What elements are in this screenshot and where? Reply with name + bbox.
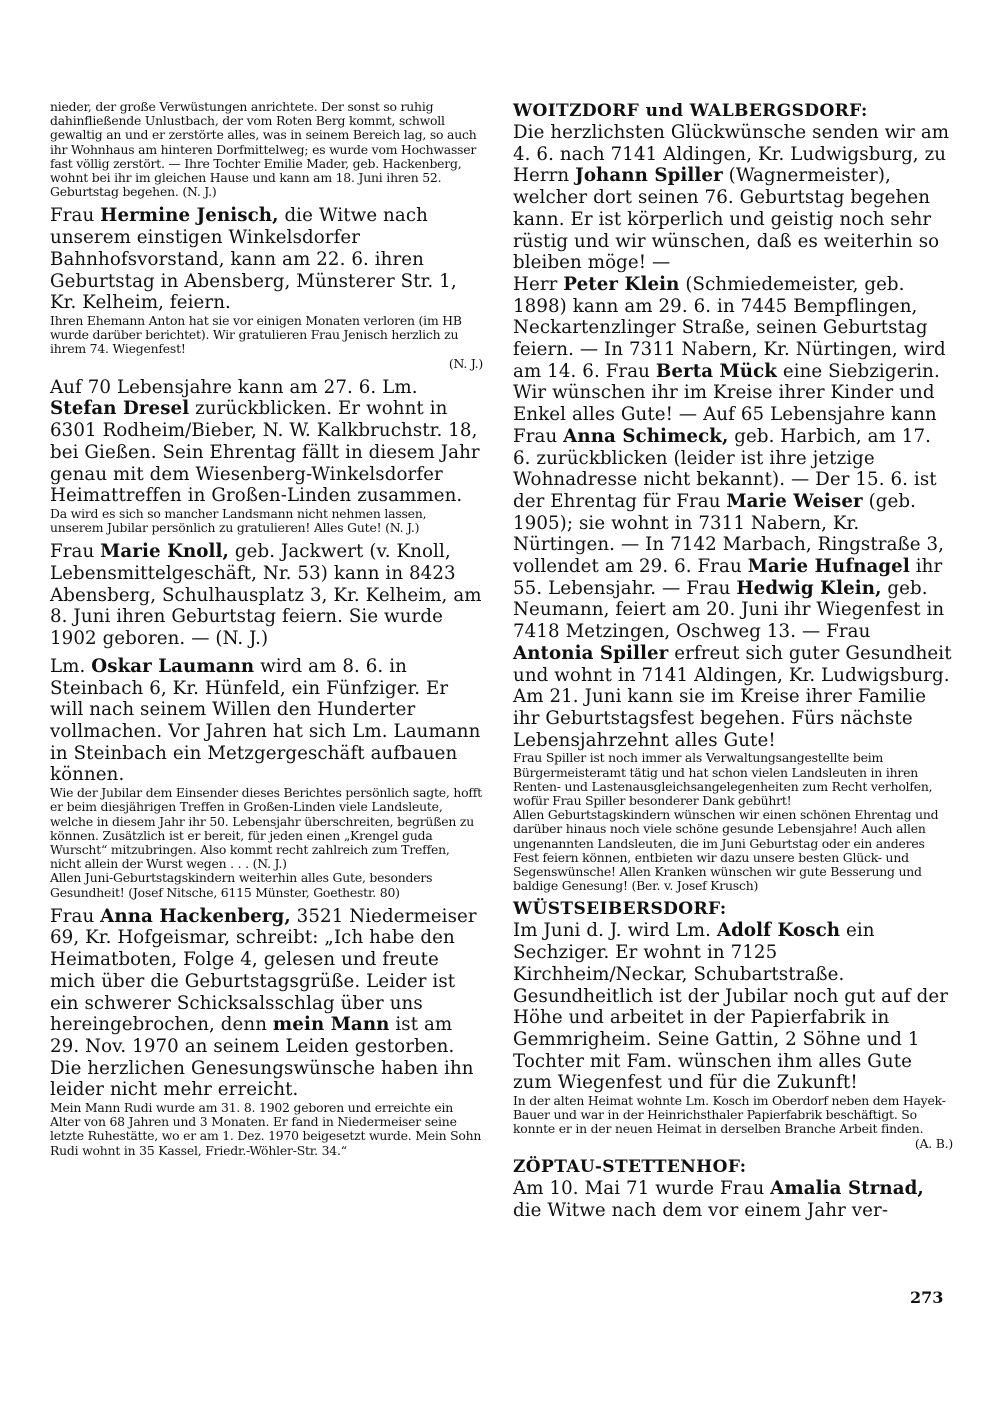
person-name: Hedwig Klein, [736, 577, 882, 599]
person-name: Marie Weiser [726, 490, 863, 512]
section-heading: WÜSTSEIBERSDORF: [513, 899, 727, 920]
person-name: mein Mann [272, 1014, 390, 1036]
article-text: Allen Juni-Geburtstagskindern weiterhin alles Gute, besonders Gesundheit! (Josef Nitsche, 6115 Münster, Goethestr. 80) [50, 870, 433, 900]
article-text: Allen Geburtstagskindern wünschen wir einen schönen Ehrentag und darüber hinaus noch viele schöne gesunde Lebensjahre! Auch allen ungenannten Landsleuten, die im Juni Geburtstag oder ein anderes Fest feiern können, entbieten wir dazu unsere besten Glück- und Segenswünsche! Allen Kranken wünschen wir gute Besserung und baldige Genesung! (Ber. v. Josef Krusch) [513, 807, 939, 894]
person-name: Adolf Kosch [716, 920, 841, 942]
article-text: Mein Mann Rudi wurde am 31. 8. 1902 geboren und erreichte ein Alter von 68 Jahren und 3 Monaten. Er fand in Niedermeiser seine letzte Ruhestätte, wo er am 1. Dez. 1970 beigesetzt wurde. Mein Sohn Rudi wohnt in 35 Kassel, Friedr.-Wöhler-Str. 34.“ [50, 1100, 482, 1158]
person-name: Johann Spiller [575, 165, 723, 187]
person-name: Anna Schimeck, [563, 425, 729, 447]
person-name: Antonia Spiller [513, 642, 669, 664]
right-column [513, 100, 953, 1221]
birthday-notice: Lm. Oskar Laumann wird am 8. 6. in Steinbach 6, Kr. Hünfeld, ein Fünfziger. Er will nach seinem Willen den Hunderter vollmachen. Vor Jahren hat sich Lm. Laumann in Steinbach ein Metzgergeschäft aufbauen können. [50, 655, 481, 786]
birthday-notice: Frau Anna Hackenberg, 3521 Niedermeiser 69, Kr. Hofgeismar, schreibt: „Ich habe den Heimatboten, Folge 4, gelesen und freute mich über die Geburtstagsgrüße. Leider ist ein schwerer Schicksalsschlag über uns hereingebrochen, denn mein Mann ist am 29. Nov. 1970 an seinem Leiden gestorben. Die herzlichen Genesungswünsche haben ihn leider nicht mehr erreicht. [50, 905, 477, 1101]
birthday-notice: Frau Hermine Jenisch, die Witwe nach unserem einstigen Winkelsdorfer Bahnhofsvorstand, kann am 22. 6. ihren Geburtstag in Abensberg, Münsterer Str. 1, Kr. Kelheim, feiern. [50, 205, 457, 314]
section-heading: WOITZDORF und WALBERGSDORF: [513, 101, 868, 121]
author-signature: (N. J.) [448, 355, 483, 371]
person-name: Stefan Dresel [50, 398, 190, 420]
person-name: Oskar Laumann [91, 655, 255, 677]
birthday-notice: Am 10. Mai 71 wurde Frau Amalia Strnad, die Witwe nach dem vor einem Jahr ver- [513, 1177, 924, 1221]
page-number: 273 [910, 1288, 944, 1307]
birthday-notice: Die herzlichsten Glückwünsche senden wir am 4. 6. nach 7141 Aldingen, Kr. Ludwigsburg, zu Herrn Johann Spiller (Wagnermeister), welcher dort seinen 76. Geburtstag begehen kann. Er ist körperlich und geistig noch sehr rüstig und wir wünschen, daß es weiterhin so bleiben möge! — [513, 122, 950, 274]
birthday-notice: Im Juni d. J. wird Lm. Adolf Kosch ein Sechziger. Er wohnt in 7125 Kirchheim/Neckar, Schubartstraße. Gesundheitlich ist der Jubilar noch gut auf der Höhe und arbeitet in der Papierfabrik in Gemmrigheim. Seine Gattin, 2 Söhne und 1 Tochter mit Fam. wünschen ihm alles Gute zum Wiegenfest und für die Zukunft! [513, 920, 948, 1094]
person-name: Peter Klein [563, 273, 680, 295]
person-name: Marie Knoll, [100, 541, 229, 563]
author-signature: (A. B.) [914, 1135, 953, 1151]
section-heading: ZÖPTAU-STETTENHOF: [513, 1156, 747, 1177]
birthday-notice: Herr Peter Klein (Schmiedemeister, geb. 1898) kann am 29. 6. in 7445 Bempflingen, Neckartenzlinger Straße, seinen Geburtstag feiern. — In 7311 Nabern, Kr. Nürtingen, wird am 14. 6. Frau Berta Mück eine Siebzigerin. Wir wünschen ihr im Kreise ihrer Kinder und Enkel alles Gute! — Auf 65 Lebensjahre kann Frau Anna Schimeck, geb. Harbich, am 17. 6. zurückblicken (leider ist ihre jetzige Wohnadresse nicht bekannt). — Der 15. 6. ist der Ehrentag für Frau Marie Weiser (geb. 1905); sie wohnt in 7311 Nabern, Kr. Nürtingen. — In 7142 Marbach, Ringstraße 3, vollendet am 29. 6. Frau Marie Hufnagel ihr 55. Lebensjahr. — Frau Hedwig Klein, geb. Neumann, feiert am 20. Juni ihr Wiegenfest in 7418 Metzingen, Oschweg 13. — Frau Antonia Spiller erfreut sich guter Gesundheit und wohnt in 7141 Aldingen, Kr. Ludwigsburg. Am 21. Juni kann sie im Kreise ihrer Familie ihr Geburtstagsfest begehen. Fürs nächste Lebensjahrzehnt alles Gute! [513, 273, 952, 751]
left-column [50, 100, 483, 1158]
article-text: In der alten Heimat wohnte Lm. Kosch im Oberdorf neben dem Hayek-Bauer und war in der Heinrichsthaler Papierfabrik beschäftigt. So konnte er in der neuen Heimat in derselben Branche Arbeit finden. [513, 1093, 946, 1137]
person-name: Anna Hackenberg, [100, 905, 291, 927]
article-text: nieder, der große Verwüstungen anrichtete. Der sonst so ruhig dahinfließende Unlustbach, der vom Roten Berg kommt, schwoll gewaltig an und er zerstörte alles, was in seinem Bereich lag, so auch ihr Wohnhaus am hinteren Dorfmittelweg; es wurde vom Hochwasser fast völlig zerstört. — Ihre Tochter Emilie Mader, geb. Hackenberg, wohnt bei ihr im gleichen Hause und kann am 18. Juni ihren 52. Geburtstag begehen. (N. J.) [50, 99, 477, 200]
birthday-notice: Frau Marie Knoll, geb. Jackwert (v. Knoll, Lebensmittelgeschäft, Nr. 53) kann in 8423 Abensberg, Schulhausplatz 3, Kr. Kelheim, am 8. Juni ihren Geburtstag feiern. Sie wurde 1902 geboren. — (N. J.) [50, 541, 482, 650]
person-name: Hermine Jenisch, [100, 205, 279, 227]
article-text: Da wird es sich so mancher Landsmann nicht nehmen lassen, unserem Jubilar persönlich zu gratulieren! Alles Gute! (N. J.) [50, 505, 427, 536]
person-name: Berta Mück [655, 360, 777, 382]
person-name: Amalia Strnad, [770, 1177, 924, 1199]
article-text: Ihren Ehemann Anton hat sie vor einigen Monaten verloren (im HB wurde darüber berichtet). Wir gratulieren Frau Jenisch herzlich zu ihrem 74. Wiegenfest! [50, 312, 462, 357]
article-text: Wie der Jubilar dem Einsender dieses Berichtes persönlich sagte, hofft er beim diesjährigen Treffen in Großen-Linden viele Landsleute, welche in diesem Jahr ihr 50. Lebensjahr überschreiten, begrüßen zu können. Zusätzlich ist er bereit, für jeden einen „Krengel guda Wurscht“ mitzubringen. Also kommt recht zahlreich zum Treffen, nicht allein der Wurst wegen . . . (N. J.) [50, 785, 482, 872]
article-text: Frau Spiller ist noch immer als Verwaltungsangestellte beim Bürgermeisteramt tätig und hat schon vielen Landsleuten in ihren Renten- und Lastenausgleichsangelegenheiten zum Recht verholfen, wofür Frau Spiller besonderer Dank gebührt! [513, 750, 933, 808]
person-name: Marie Hufnagel [747, 556, 910, 578]
birthday-notice: Auf 70 Lebensjahre kann am 27. 6. Lm. Stefan Dresel zurückblicken. Er wohnt in 6301 Rodheim/Bieber, N. W. Kalkbruchstr. 18, bei Gießen. Sein Ehrentag fällt in diesem Jahr genau mit dem Wiesenberg-Winkelsdorfer Heimattreffen in Großen-Linden zusammen. [50, 376, 480, 507]
